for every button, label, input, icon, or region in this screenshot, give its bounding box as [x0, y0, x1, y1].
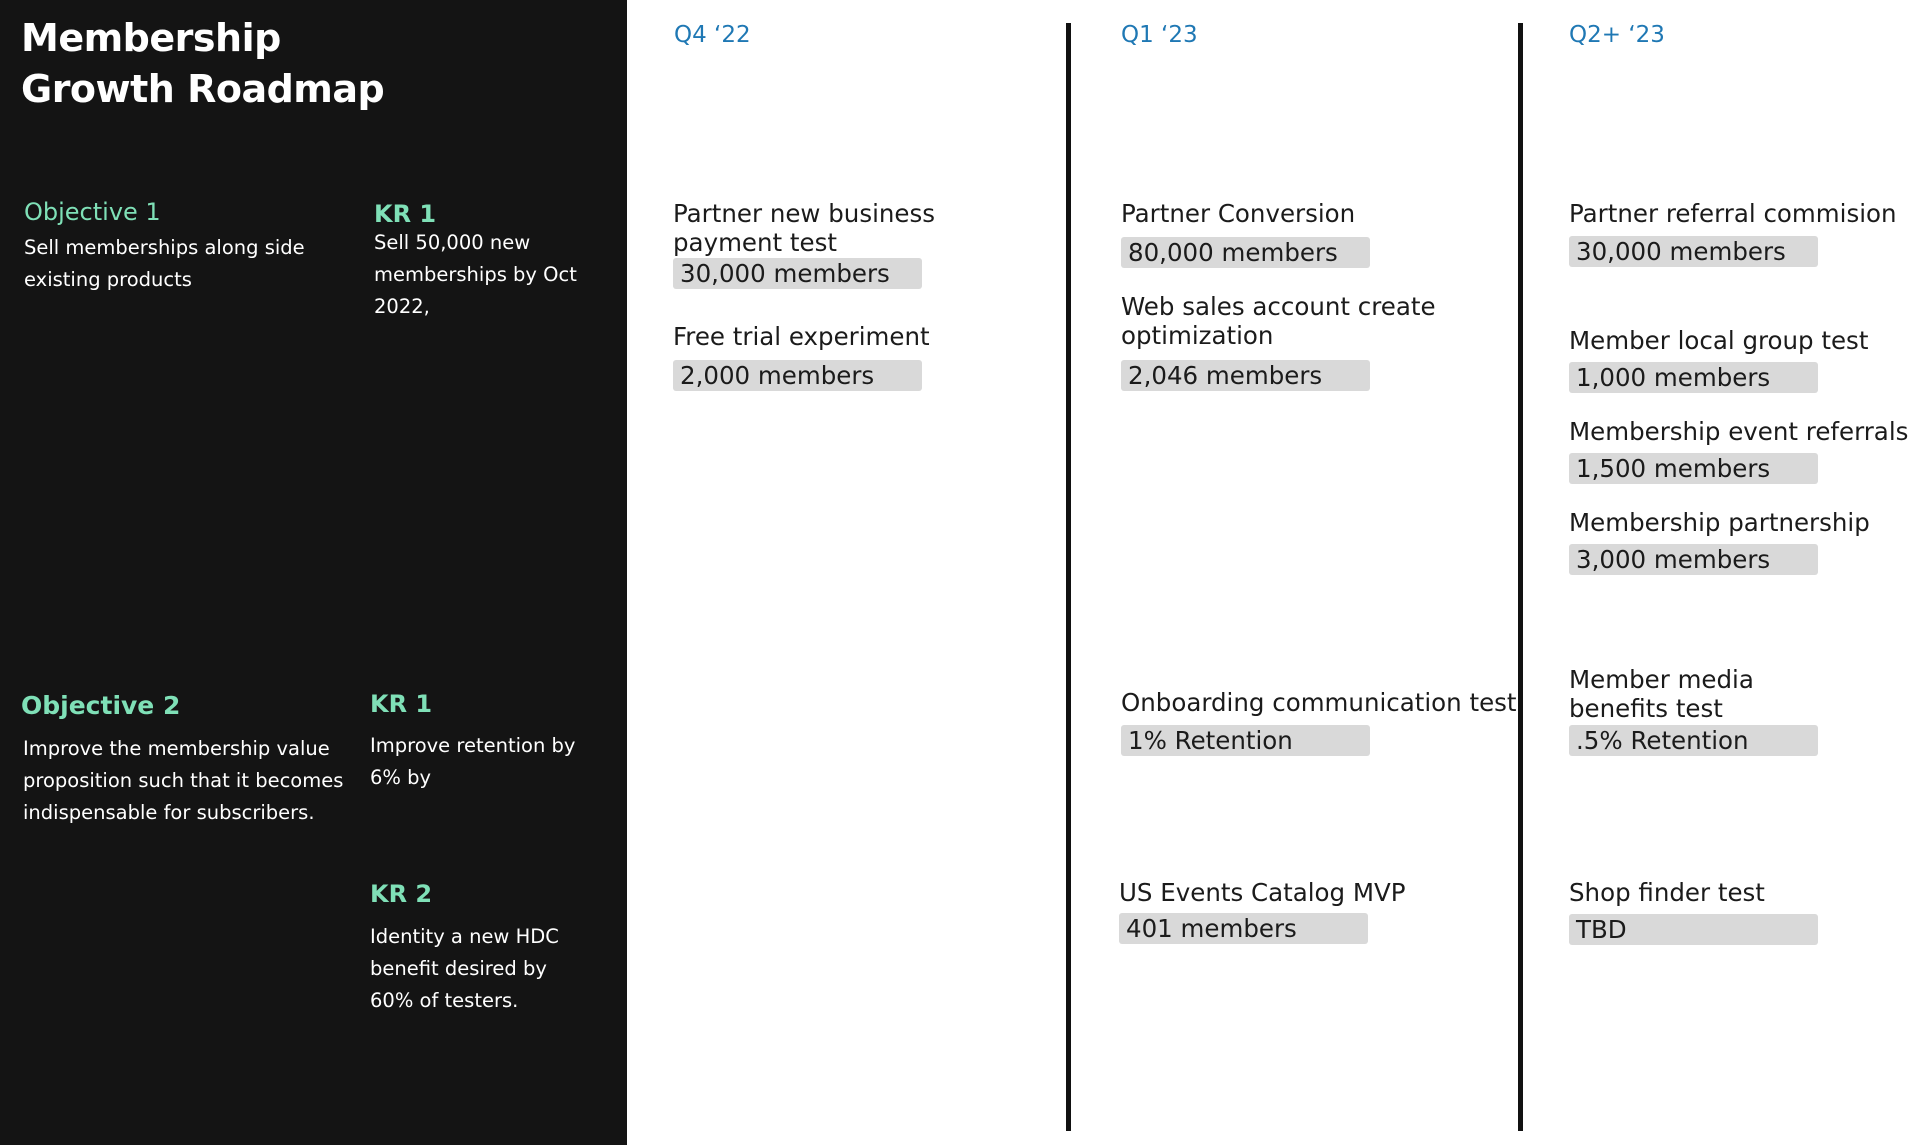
column-header-q1-23: Q1 ‘23 — [1121, 22, 1198, 48]
roadmap-item-value-badge: 401 members — [1119, 913, 1368, 944]
objective-2-label: Objective 2 — [21, 691, 181, 720]
roadmap-item-value-badge: 1,000 members — [1569, 362, 1818, 393]
column-header-q4-22: Q4 ‘22 — [674, 22, 751, 48]
column-header-q2-23: Q2+ ‘23 — [1569, 22, 1665, 48]
roadmap-item-title: Onboarding communication test — [1121, 688, 1517, 717]
roadmap-item-value-badge: 30,000 members — [1569, 236, 1818, 267]
roadmap-item-value-badge: TBD — [1569, 914, 1818, 945]
roadmap-item-value-badge: 1% Retention — [1121, 725, 1370, 756]
roadmap-item-title: Membership partnership — [1569, 508, 1870, 537]
column-divider — [1066, 23, 1071, 1131]
objective-2-kr1-label: KR 1 — [370, 690, 433, 718]
objectives-panel — [0, 0, 627, 1145]
column-divider — [1518, 23, 1523, 1131]
objective-1-kr1-text: Sell 50,000 new memberships by Oct 2022, — [374, 231, 577, 318]
roadmap-item-title: Member media benefits test — [1569, 665, 1754, 723]
objective-1-kr1-label: KR 1 — [374, 200, 437, 228]
roadmap-item-title: Membership event referrals — [1569, 417, 1909, 446]
objective-2-description: Improve the membership value proposition such that it becomes indispensable for subscribers. — [23, 737, 344, 824]
roadmap-item-title: Free trial experiment — [673, 322, 930, 351]
roadmap-item-title: Partner referral commision — [1569, 199, 1897, 228]
roadmap-item-value-badge: 80,000 members — [1121, 237, 1370, 268]
roadmap-item-value-badge: .5% Retention — [1569, 725, 1818, 756]
objective-2-kr2-label: KR 2 — [370, 880, 433, 908]
roadmap-item-title: Partner Conversion — [1121, 199, 1356, 228]
roadmap-item-value-badge: 3,000 members — [1569, 544, 1818, 575]
objective-1-description: Sell memberships along side existing products — [24, 236, 305, 291]
roadmap-item-value-badge: 1,500 members — [1569, 453, 1818, 484]
roadmap-item-value-badge: 2,000 members — [673, 360, 922, 391]
roadmap-item-title: Shop finder test — [1569, 878, 1765, 907]
roadmap-item-title: Web sales account create optimization — [1121, 292, 1436, 350]
roadmap-item-value-badge: 30,000 members — [673, 258, 922, 289]
objective-1-label: Objective 1 — [24, 198, 161, 226]
objective-2-kr1-text: Improve retention by 6% by — [370, 734, 576, 789]
roadmap-item-value-badge: 2,046 members — [1121, 360, 1370, 391]
page-title: Membership Growth Roadmap — [21, 16, 385, 111]
roadmap-item-title: Member local group test — [1569, 326, 1869, 355]
objective-2-kr2-text: Identity a new HDC benefit desired by 60% of testers. — [370, 925, 559, 1012]
roadmap-item-title: Partner new business payment test — [673, 199, 936, 257]
roadmap-item-title: US Events Catalog MVP — [1119, 878, 1406, 907]
